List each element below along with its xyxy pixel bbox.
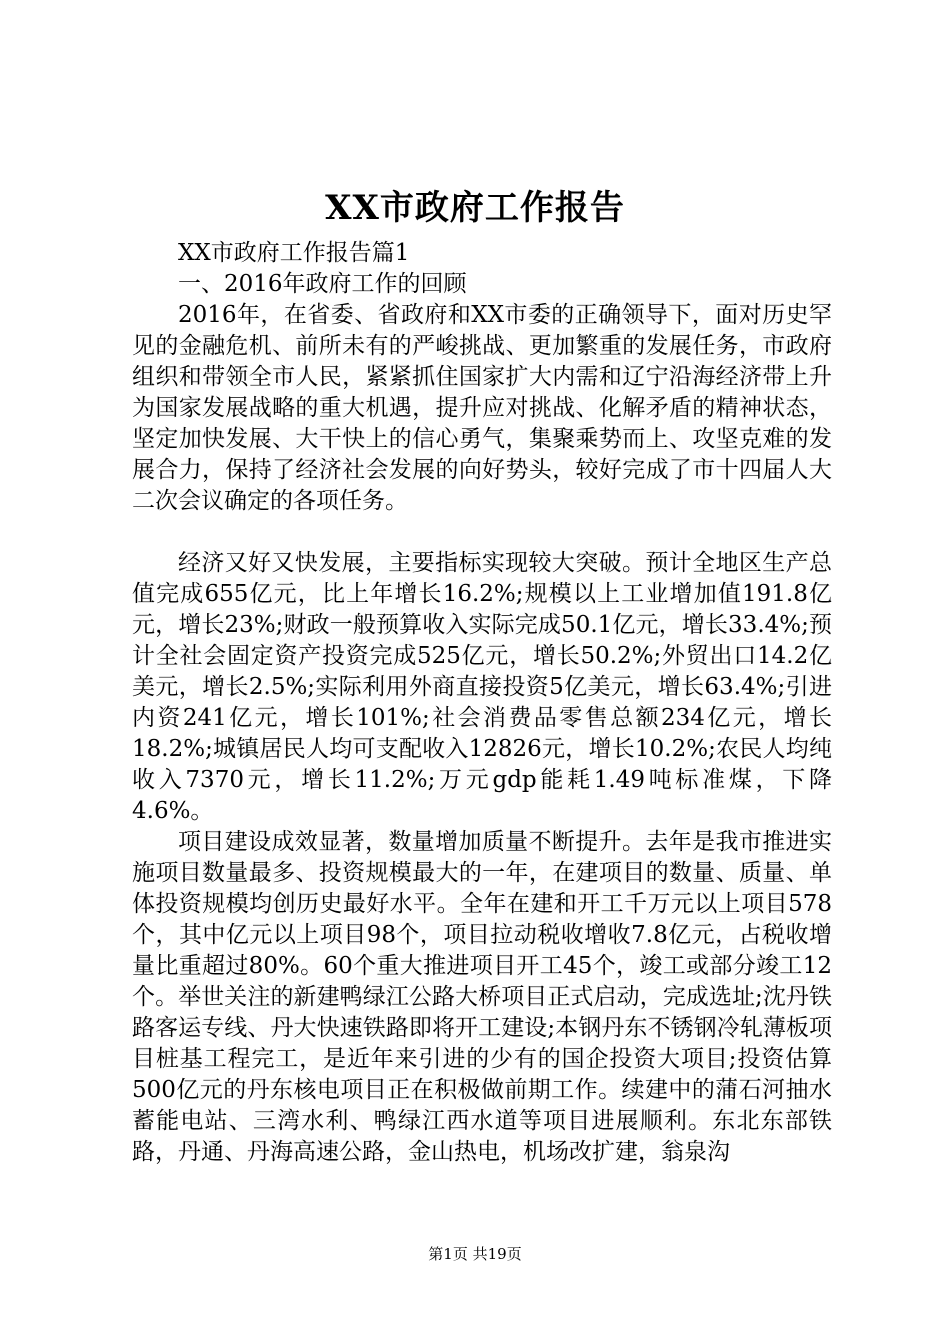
section-heading-review: 一、2016年政府工作的回顾 <box>178 271 467 297</box>
document-title: XX市政府工作报告 <box>325 188 625 228</box>
page-number: 第1页 共19页 <box>428 1245 522 1263</box>
paragraph-projects: 项目建设成效显著，数量增加质量不断提升。去年是我市推进实施项目数量最多、投资规模最大的一年，在建项目的数量、质量、单体投资规模均创历史最好水平。全年在建和开工千万元以上项目578个，其中亿元以上项目98个，项目拉动税收增收7.8亿元，占税收增量比重超过80%。60个重大推进项目开工45个，竣工或部分竣工12个。举世关注的新建鸭绿江公路大桥项目正式启动，完成选址;沈丹铁路客运专线、丹大快速铁路即将开工建设;本钢丹东不锈钢冷轧薄板项目桩基工程完工，是近年来引进的少有的国企投资大项目;投资估算500亿元的丹东核电项目正在积极做前期工作。续建中的蒲石河抽水蓄能电站、三湾水利、鸭绿江西水道等项目进展顺利。东北东部铁路，丹通、丹海高速公路，金山热电，机场改扩建，翁泉沟 <box>132 829 832 1165</box>
paragraph-intro: 2016年，在省委、省政府和XX市委的正确领导下，面对历史罕见的金融危机、前所未有的严峻挑战、更加繁重的发展任务，市政府组织和带领全市人民，紧紧抓住国家扩大内需和辽宁沿海经济带上升为国家发展战略的重大机遇，提升应对挑战、化解矛盾的精神状态，坚定加快发展、大干快上的信心勇气，集聚乘势而上、攻坚克难的发展合力，保持了经济社会发展的向好势头，较好完成了市十四届人大二次会议确定的各项任务。 <box>132 302 832 514</box>
section-heading-part: XX市政府工作报告篇1 <box>178 240 410 266</box>
document-body <box>132 238 832 1168</box>
paragraph-economy: 经济又好又快发展，主要指标实现较大突破。预计全地区生产总值完成655亿元，比上年增长16.2%;规模以上工业增加值191.8亿元，增长23%;财政一般预算收入实际完成50.1亿元，增长33.4%;预计全社会固定资产投资完成525亿元，增长50.2%;外贸出口14.2亿美元，增长2.5%;实际利用外商直接投资5亿美元，增长63.4%;引进内资241亿元，增长101%;社会消费品零售总额234亿元，增长18.2%;城镇居民人均可支配收入12826元，增长10.2%;农民人均纯收入7370元，增长11.2%;万元gdp能耗1.49吨标准煤，下降4.6%。 <box>132 550 832 824</box>
